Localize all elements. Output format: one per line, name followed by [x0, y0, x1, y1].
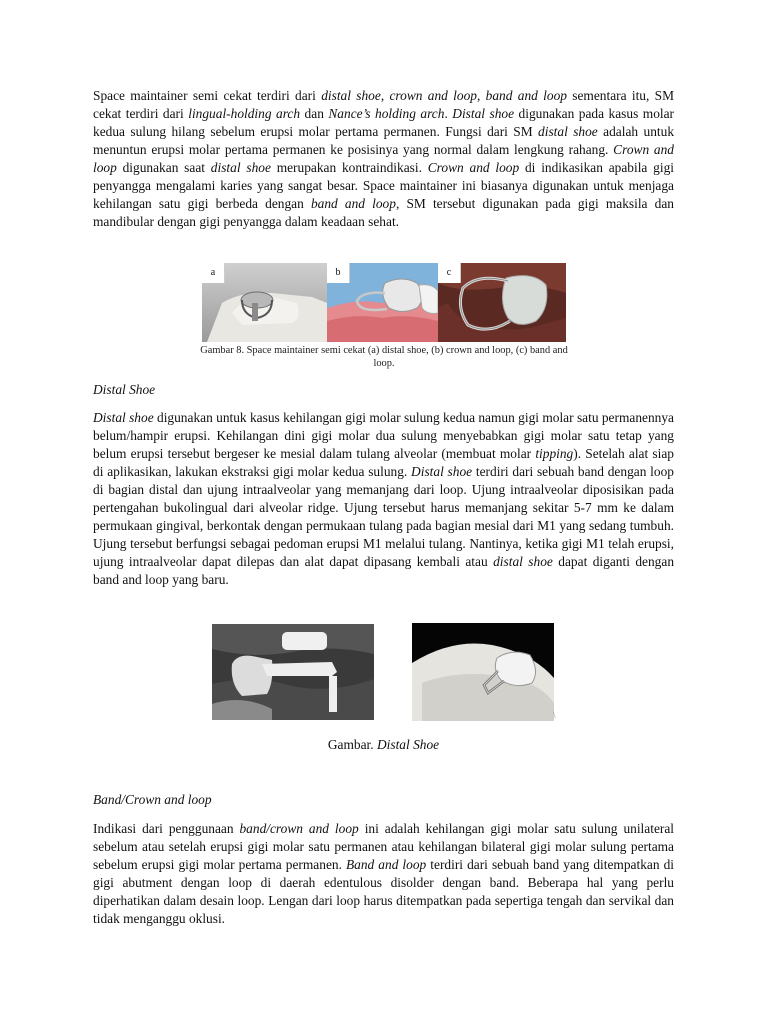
- text-run: ,: [476, 88, 486, 103]
- text-run: terdiri dari sebuah band dengan loop di bagian distal dan ujung intraalveolar yang memanjang dari loop. Ujung intraalveolar diposisikan pada pertengahan bukolingual dari alveolar ridge. Ujung tersebut harus memanjang sekitar 5-7 mm ke dalam permukaan gingival, berkontak dengan permukaan tulang pada bagian mesial dari M1 yang sedang tumbuh. Ujung tersebut berfungsi sebagai pedoman erupsi M1 melalui tulang. Nantinya, ketika gigi M1 telah erupsi, ujung intraalveolar dapat dilepas dan alat dapat dipasang kembali atau: [93, 464, 674, 569]
- italic-term: Nance’s holding arch: [328, 106, 445, 121]
- italic-term: Distal shoe: [93, 410, 154, 425]
- paragraph-distal-shoe: [93, 409, 674, 589]
- text-run: ). Setelah alat siap di aplikasikan, lakukan ekstraksi gigi molar kedua sulung.: [93, 446, 674, 479]
- text-run: ini adalah kehilangan gigi molar satu sulung unilateral sebelum atau setelah erupsi gigi molar satu permanen atau kehilangan bilateral gigi molar sulung pertama sebelum erupsi gigi molar pertama permanen.: [93, 821, 675, 872]
- italic-term: tipping: [535, 446, 574, 461]
- text-run: dan: [300, 106, 329, 121]
- text-run: di indikasikan apabila gigi penyangga mengalami karies yang sangat besar. Space maintainer ini biasanya digunakan untuk menjaga kehilangan satu gigi berbeda dengan: [93, 160, 675, 211]
- caption-italic: Distal Shoe: [376, 737, 440, 752]
- stray-backslash: \: [553, 710, 556, 720]
- text-run: digunakan untuk kasus kehilangan gigi molar sulung kedua namun gigi molar satu permanennya belum/hampir erupsi. Kehilangan dini gigi molar dua sulung menyebabkan gigi molar satu tetap yang belum erupsi tersebut bergeser ke mesial dalam tulang alveolar (membuat molar: [93, 410, 674, 461]
- italic-term: Band and loop: [345, 857, 427, 872]
- xray-distal-shoe: [212, 624, 374, 720]
- text-run: dapat diganti dengan band and loop yang baru.: [93, 554, 675, 587]
- italic-term: Crown and loop: [427, 160, 520, 175]
- italic-term: band and loop: [310, 196, 396, 211]
- italic-term: Distal shoe: [411, 464, 473, 479]
- photo-distal-shoe-model: [202, 263, 327, 342]
- heading-distal-shoe: Distal Shoe: [93, 382, 156, 397]
- panel-label-a: a: [202, 263, 225, 283]
- figure-8: [202, 263, 566, 342]
- text-run: terdiri dari sebuah band yang ditempatkan di gigi abutment dengan loop di daerah edentulous disolder dengan band. Beberapa hal yang perlu diperhatikan dalam desain loop. Lengan dari loop harus ditempatkan pada sepertiga tengah dan servikal dan tidak menganggu oklusi.: [93, 857, 674, 926]
- text-run: adalah untuk menuntun erupsi molar pertama permanen ke posisinya yang normal dalam lengkung rahang.: [93, 124, 675, 157]
- italic-term: lingual-holding arch: [188, 106, 301, 121]
- italic-term: band and loop: [485, 88, 567, 103]
- italic-term: Crown and loop: [93, 142, 674, 175]
- photo-band-and-loop: [438, 263, 566, 342]
- italic-term: distal shoe: [321, 88, 381, 103]
- text-run: ,: [380, 88, 390, 103]
- panel-label-c: c: [438, 263, 461, 283]
- document-body: [93, 87, 674, 231]
- italic-term: distal shoe: [493, 554, 553, 569]
- text-run: digunakan saat: [116, 160, 211, 175]
- text-run: merupakan kontraindikasi.: [270, 160, 428, 175]
- paragraph-intro: [93, 87, 674, 231]
- photo-distal-shoe-appliance: [412, 623, 554, 721]
- italic-term: distal shoe: [210, 160, 271, 175]
- distal-shoe-section: [93, 409, 674, 589]
- paragraph-band-loop: [93, 820, 674, 928]
- italic-term: crown and loop: [389, 88, 477, 103]
- text-run: sementara itu, SM cekat terdiri dari: [93, 88, 675, 121]
- italic-term: distal shoe: [538, 124, 598, 139]
- photo-crown-and-loop: [327, 263, 438, 342]
- text-run: digunakan pada kasus molar kedua sulung hilang sebelum erupsi molar pertama permanen. Fungsi dari SM: [93, 106, 675, 139]
- text-run: Space maintainer semi cekat terdiri dari: [93, 88, 322, 103]
- panel-label-b: b: [327, 263, 350, 283]
- figure-8-caption: Gambar 8. Space maintainer semi cekat (a) distal shoe, (b) crown and loop, (c) band and loop.: [200, 345, 568, 369]
- figure-distal-shoe-caption: [93, 737, 674, 753]
- italic-term: Distal shoe: [452, 106, 515, 121]
- text-run: , SM tersebut digunakan pada gigi maksila dan mandibular dengan gigi penyangga dalam keadaan sehat.: [93, 196, 674, 229]
- italic-term: band/crown and loop: [239, 821, 359, 836]
- heading-band-crown-loop: Band/Crown and loop: [93, 792, 212, 807]
- caption-prefix: Gambar.: [327, 737, 377, 752]
- band-loop-section: [93, 820, 674, 928]
- text-run: Indikasi dari penggunaan: [93, 821, 240, 836]
- text-run: .: [444, 106, 453, 121]
